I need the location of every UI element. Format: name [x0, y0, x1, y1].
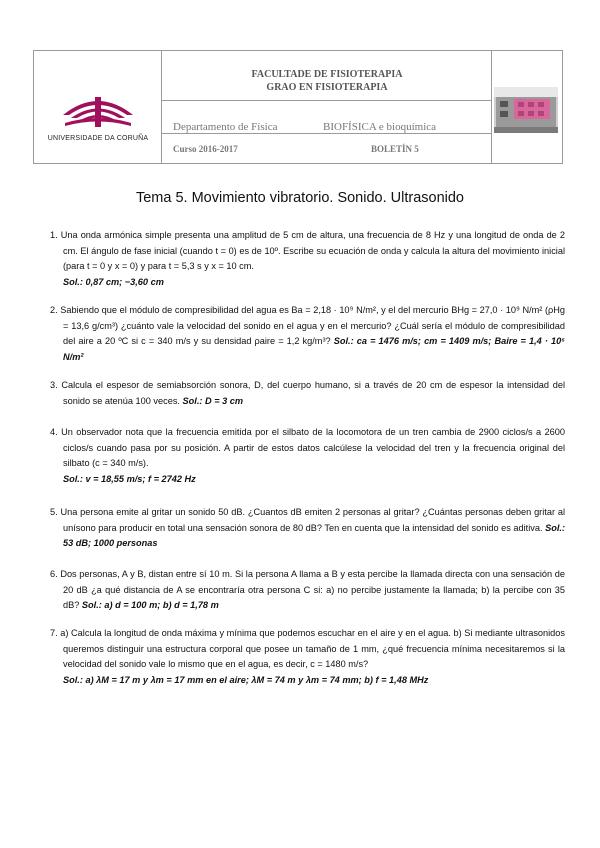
- header-divider: [162, 133, 492, 134]
- exercise-solution: Sol.: 53 dB; 1000 personas: [63, 522, 565, 548]
- document-header: [33, 50, 563, 164]
- faculty-line: FACULTADE DE FISIOTERAPIA: [251, 69, 403, 80]
- exercise-5: [50, 505, 565, 552]
- exercise-solution: Sol.: 0,87 cm; −3,60 cm: [63, 276, 164, 287]
- exercise-4: [50, 425, 565, 487]
- header-divider: [162, 100, 492, 101]
- exercise-text: 7. a) Calcula la longitud de onda máxima y mínima que podemos escuchar en el aire y en el agua. b) Si mediante ultrasonidos queremos distinguir una estructura corporal que posee un tamaño de 1 mm, ¿qué frecuencia mínima necesitaremos si la velocidad del sonido vale lo mismo que en el agua, es decir, c = 1480 m/s?: [50, 628, 565, 669]
- degree-line: GRAO EN FISIOTERAPIA: [266, 82, 388, 93]
- udc-emblem-icon: [61, 93, 135, 129]
- page-title: Tema 5. Movimiento vibratorio. Sonido. Ultrasonido: [135, 190, 464, 206]
- building-photo: [494, 87, 558, 133]
- exercise-text: 3. Calcula el espesor de semiabsorción sonora, D, del cuerpo humano, si a través de 20 cm de espesor la intensidad del sonido se atenúa 100 veces.: [50, 380, 565, 406]
- exercise-2: [50, 303, 565, 365]
- university-logo: [46, 93, 150, 142]
- exercise-7: [50, 626, 565, 688]
- course-year: Curso 2016-2017: [173, 144, 238, 154]
- exercise-text: 2. Sabiendo que el módulo de compresibilidad del agua es Ba = 2,18 · 10⁹ N/m², y el del mercurio BHg = 27,0 · 10⁹ N/m² (ρHg = 13,6 g/cm³) ¿cuánto vale la velocidad del sonido en el agua y en el mercurio? ¿Cuál sería el módulo de compresibilidad del aire a 20 ºC si c = 340 m/s y su densidad ρaire = 1,2 kg/m³?: [50, 305, 565, 346]
- exercise-3: [50, 378, 565, 409]
- exercise-solution: Sol.: ca = 1476 m/s; cm = 1409 m/s; Baire = 1,4 · 10⁵ N/m²: [63, 336, 565, 362]
- faculty-name: [162, 68, 492, 94]
- exercise-1: [50, 228, 565, 290]
- exercise-6: [50, 567, 565, 614]
- exercise-text: 5. Una persona emite al gritar un sonido 50 dB. ¿Cuantos dB emiten 2 personas al gritar? ¿Cuántas personas deben gritar al unísono para producir en total una sensación sonora de 80 dB? Ten en cuenta que la intensidad del sonido es aditiva.: [50, 507, 565, 533]
- exercise-solution: Sol.: v = 18,55 m/s; f = 2742 Hz: [63, 473, 196, 484]
- subject-name: BIOFÍSICA e bioquímica: [323, 121, 437, 133]
- department-name: Departamento de Física: [173, 121, 278, 133]
- exercise-text: 4. Un observador nota que la frecuencia emitida por el silbato de la locomotora de un tren cambia de 2900 ciclos/s a 2600 ciclos/s cuando pasa por su posición. A partir de estos datos calcúlese la velocidad del tren y la frecuencia original del silbato (c = 340 m/s).: [50, 427, 565, 468]
- bulletin-number: BOLETÍN 5: [371, 144, 419, 154]
- exercise-solution: Sol.: D = 3 cm: [182, 395, 244, 406]
- exercise-solution: Sol.: a) d = 100 m; b) d = 1,78 m: [81, 600, 219, 610]
- exercise-solution: Sol.: a) λM = 17 m y λm = 17 mm en el aire; λM = 74 m y λm = 74 mm; b) f = 1,48 MHz: [63, 674, 429, 685]
- exercise-text: 1. Una onda armónica simple presenta una amplitud de 5 cm de altura, una frecuencia de 8 Hz y una longitud de onda de 2 cm. El ángulo de fase inicial (cuando t = 0) es de 10º. Escribe su ecuación de onda y calcula la altura del movimiento inicial (para t = 0 y x = 0) y para t = 5,3 s y x = 10 cm.: [50, 230, 565, 271]
- exercise-text: 6. Dos personas, A y B, distan entre sí 10 m. Si la persona A llama a B y esta percibe la llamada directa con una sensación de 20 dB ¿a qué distancia de A se encontraría otra persona C si: a) no percibe justamente la llamada; b) la percibe con 35 dB?: [50, 569, 565, 610]
- university-name: UNIVERSIDADE DA CORUÑA: [47, 135, 149, 142]
